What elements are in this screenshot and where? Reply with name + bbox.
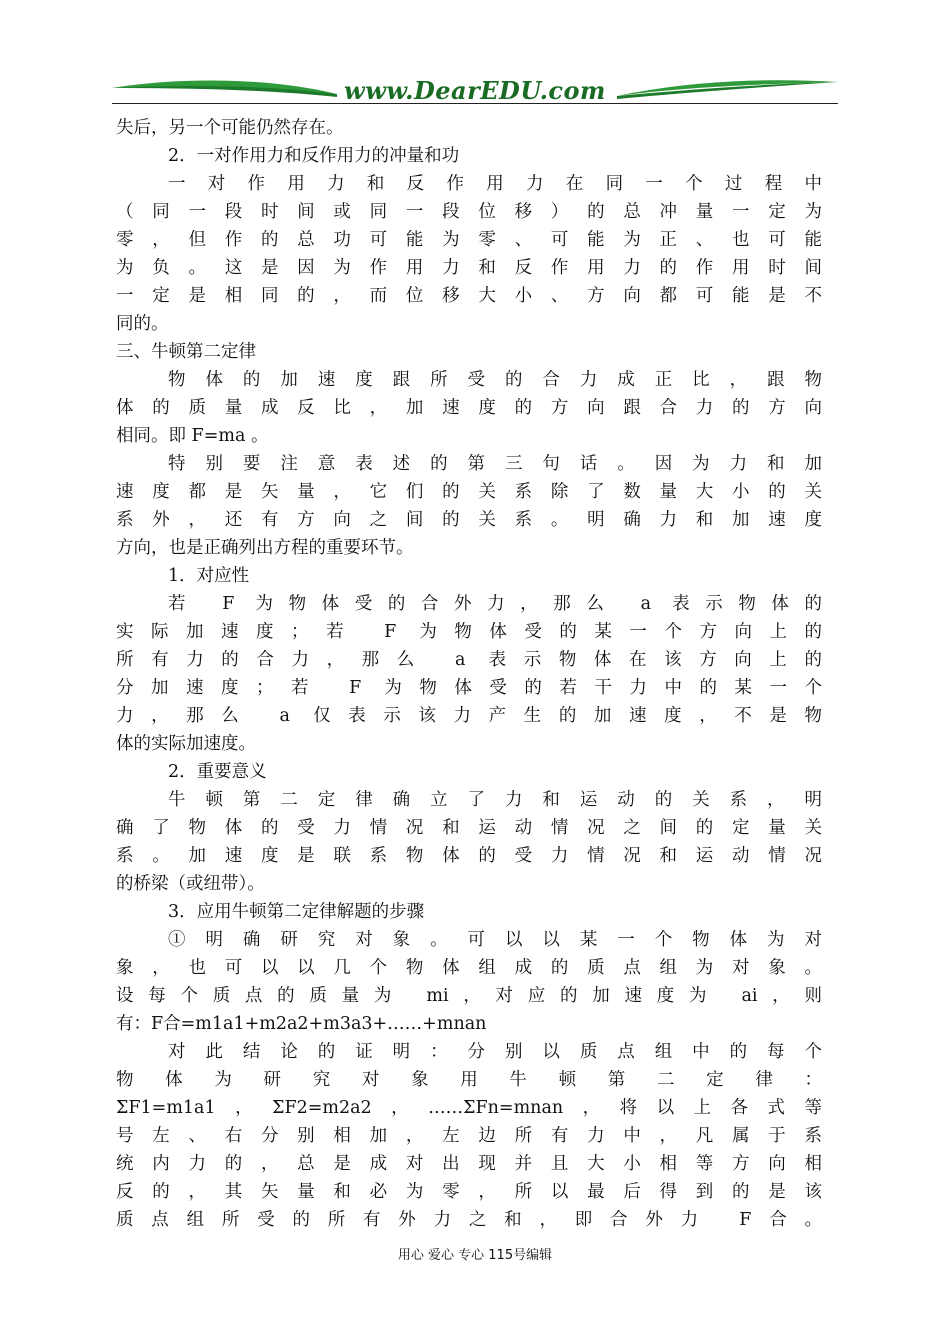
- text-line: 设每个质点的质量为 mi，对应的加速度为 ai，则: [116, 986, 822, 1006]
- text-line: 质点组所受的所有外力之和，即合外力 F合。: [116, 1210, 822, 1230]
- text-line: 体的实际加速度。: [116, 734, 256, 754]
- header-divider: [112, 103, 838, 104]
- section-heading: 3．应用牛顿第二定律解题的步骤: [168, 902, 425, 922]
- text-line: 的桥梁（或纽带）。: [116, 874, 265, 894]
- text-line: 统内力的，总是成对出现并且大小相等方向相: [116, 1154, 822, 1174]
- text-line: 实际加速度；若 F 为物体受的某一个方向上的: [116, 622, 822, 642]
- section-heading: 1．对应性: [168, 566, 250, 586]
- text-line: 相同。即 F=ma 。: [116, 426, 269, 446]
- text-line: 分加速度；若 F 为物体受的若干力中的某一个: [116, 678, 822, 698]
- site-logo: www.DearEDU.com: [344, 76, 606, 105]
- section-heading: 2．一对作用力和反作用力的冲量和功: [168, 146, 460, 166]
- section-heading: 三、牛顿第二定律: [116, 342, 256, 362]
- text-line: ①明确研究对象。可以以某一个物体为对: [168, 930, 822, 950]
- text-line: 特别要注意表述的第三句话。因为力和加: [168, 454, 822, 474]
- site-header: [112, 74, 838, 110]
- page-footer: 用心 爱心 专心 115号编辑: [397, 1248, 553, 1263]
- text-line: 所有力的合力，那么 a 表示物体在该方向上的: [116, 650, 822, 670]
- formula-line: ΣF1=m1a1，ΣF2=m2a2，……ΣFn=mnan，将以上各式等: [116, 1098, 822, 1118]
- text-line: 同的。: [116, 314, 169, 334]
- text-line: 零，但作的总功可能为零、可能为正、也可能: [116, 230, 822, 250]
- text-line: 速度都是矢量，它们的关系除了数量大小的关: [116, 482, 822, 502]
- text-line: 一对作用力和反作用力在同一个过程中: [168, 174, 822, 194]
- text-line: 对此结论的证明：分别以质点组中的每个: [168, 1042, 822, 1062]
- text-line: 方向，也是正确列出方程的重要环节。: [116, 538, 414, 558]
- section-heading: 2．重要意义: [168, 762, 267, 782]
- text-line: 若 F 为物体受的合外力，那么 a 表示物体的: [168, 594, 822, 614]
- text-line: 物体为研究对象用牛顿第二定律：: [116, 1070, 822, 1090]
- text-line: 体的质量成反比，加速度的方向跟合力的方向: [116, 398, 822, 418]
- text-line: 象，也可以以几个物体组成的质点组为对象。: [116, 958, 822, 978]
- text-line: 系外，还有方向之间的关系。明确力和加速度: [116, 510, 822, 530]
- text-line: 号左、右分别相加，左边所有力中，凡属于系: [116, 1126, 822, 1146]
- text-line: 力，那么 a 仅表示该力产生的加速度，不是物: [116, 706, 822, 726]
- formula-line: 有：F合=m1a1+m2a2+m3a3+……+mnan: [116, 1014, 487, 1034]
- text-line: 系。加速度是联系物体的受力情况和运动情况: [116, 846, 822, 866]
- text-line: 为负。这是因为作用力和反作用力的作用时间: [116, 258, 822, 278]
- text-line: 一定是相同的，而位移大小、方向都可能是不: [116, 286, 822, 306]
- text-line: （同一段时间或同一段位移）的总冲量一定为: [116, 202, 822, 222]
- text-line: 反的，其矢量和必为零，所以最后得到的是该: [116, 1182, 822, 1202]
- document-body: [116, 114, 822, 1234]
- text-line: 失后，另一个可能仍然存在。: [116, 118, 344, 138]
- text-line: 牛顿第二定律确立了力和运动的关系，明: [168, 790, 822, 810]
- text-line: 确了物体的受力情况和运动情况之间的定量关: [116, 818, 822, 838]
- text-line: 物体的加速度跟所受的合力成正比，跟物: [168, 370, 822, 390]
